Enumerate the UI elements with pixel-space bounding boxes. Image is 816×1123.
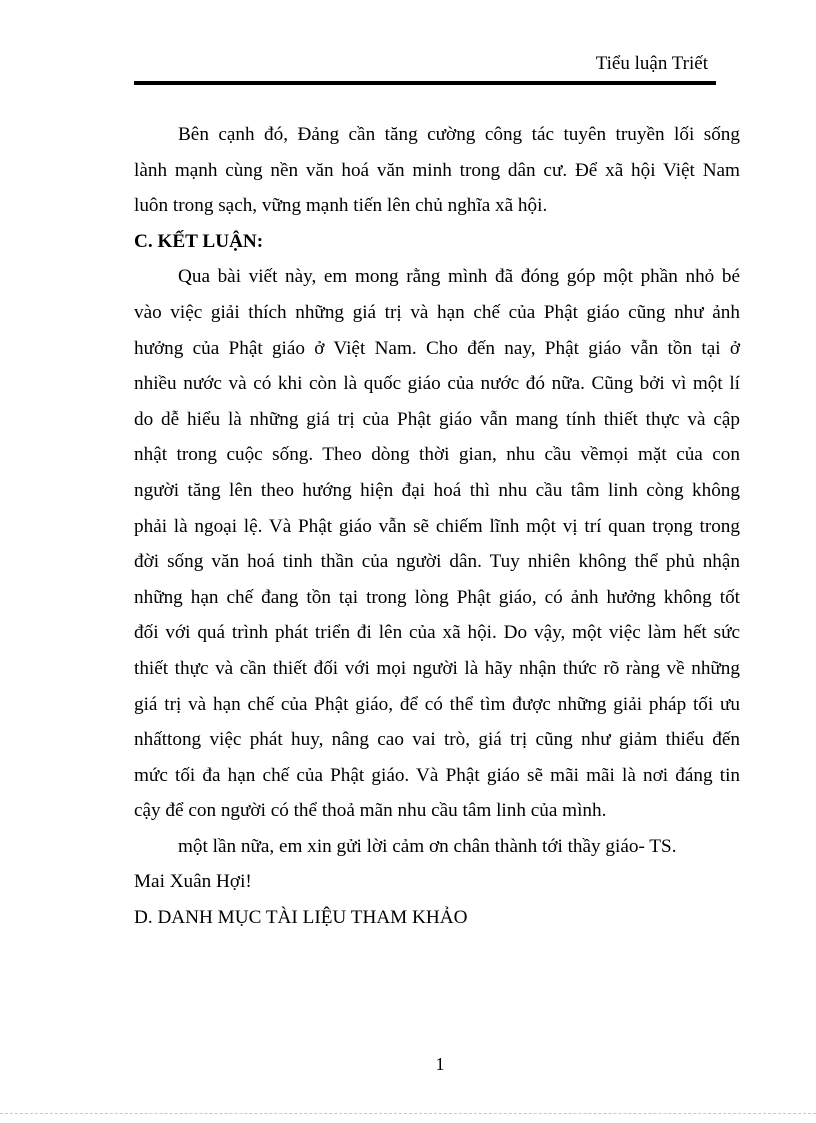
paragraph-line: Bên cạnh đó, Đảng cần tăng cường công tác tuyên truyền lối sống xyxy=(178,124,740,145)
paragraph-line: cậy để con người có thể thoả mãn nhu cầu tâm linh của mình. xyxy=(134,800,607,822)
references-heading: D. DANH MỤC TÀI LIỆU THAM KHẢO xyxy=(134,907,468,929)
paragraph-line: hưởng của Phật giáo ở Việt Nam. Cho đến nay, Phật giáo vẫn tồn tại ở xyxy=(134,337,740,359)
document-body xyxy=(134,117,740,936)
paragraph-line: Mai Xuân Hợi! xyxy=(134,871,252,893)
paragraph-line: đối với quá trình phát triển đi lên của xã hội. Do vậy, một việc làm hết sức xyxy=(134,622,740,644)
paragraph-line: những hạn chế đang tồn tại trong lòng Phật giáo, có ảnh hưởng không tốt xyxy=(134,586,740,608)
paragraph-line: nhật trong cuộc sống. Theo dòng thời gian, nhu cầu vềmọi mặt của con xyxy=(134,444,740,466)
paragraph-line: phải là ngoại lệ. Và Phật giáo vẫn sẽ chiếm lĩnh một vị trí quan trọng trong xyxy=(134,515,740,537)
page-bottom-edge xyxy=(0,1113,816,1114)
running-header: Tiểu luận Triết xyxy=(595,53,708,74)
paragraph-line: mức tối đa hạn chế của Phật giáo. Và Phật giáo sẽ mãi mãi là nơi đáng tin xyxy=(134,764,740,786)
paragraph-line: giá trị và hạn chế của Phật giáo, để có thể tìm được những giải pháp tối ưu xyxy=(134,693,740,715)
paragraph-line: người tăng lên theo hướng hiện đại hoá thì nhu cầu tâm linh còng không xyxy=(134,479,740,501)
paragraph-line: luôn trong sạch, vững mạnh tiến lên chủ nghĩa xã hội. xyxy=(134,195,548,217)
paragraph-line: Qua bài viết này, em mong rằng mình đã đóng góp một phần nhỏ bé xyxy=(178,266,740,288)
paragraph-line: đời sống văn hoá tinh thần của người dân. Tuy nhiên không thể phủ nhận xyxy=(134,551,740,573)
paragraph-line: nhiều nước và có khi còn là quốc giáo của nước đó nữa. Cũng bởi vì một lí xyxy=(134,373,740,395)
paragraph-line: một lần nữa, em xin gửi lời cảm ơn chân thành tới thầy giáo- TS. xyxy=(178,835,677,857)
paragraph-line: thiết thực và cần thiết đối với mọi người là hãy nhận thức rõ ràng về những xyxy=(134,657,740,679)
conclusion-heading: C. KẾT LUẬN: xyxy=(134,230,264,252)
paragraph-line: do dễ hiểu là những giá trị của Phật giáo vẫn mang tính thiết thực và cập xyxy=(134,408,740,430)
paragraph-line: nhấttong việc phát huy, nâng cao vai trò, giá trị cũng như giảm thiểu đến xyxy=(134,729,740,751)
paragraph-line: lành mạnh cùng nền văn hoá văn minh trong dân cư. Để xã hội Việt Nam xyxy=(134,159,740,181)
header-rule xyxy=(134,81,716,85)
paragraph-line: vào việc giải thích những giá trị và hạn chế của Phật giáo cũng như ảnh xyxy=(134,301,740,323)
page-number: 1 xyxy=(435,1054,445,1074)
